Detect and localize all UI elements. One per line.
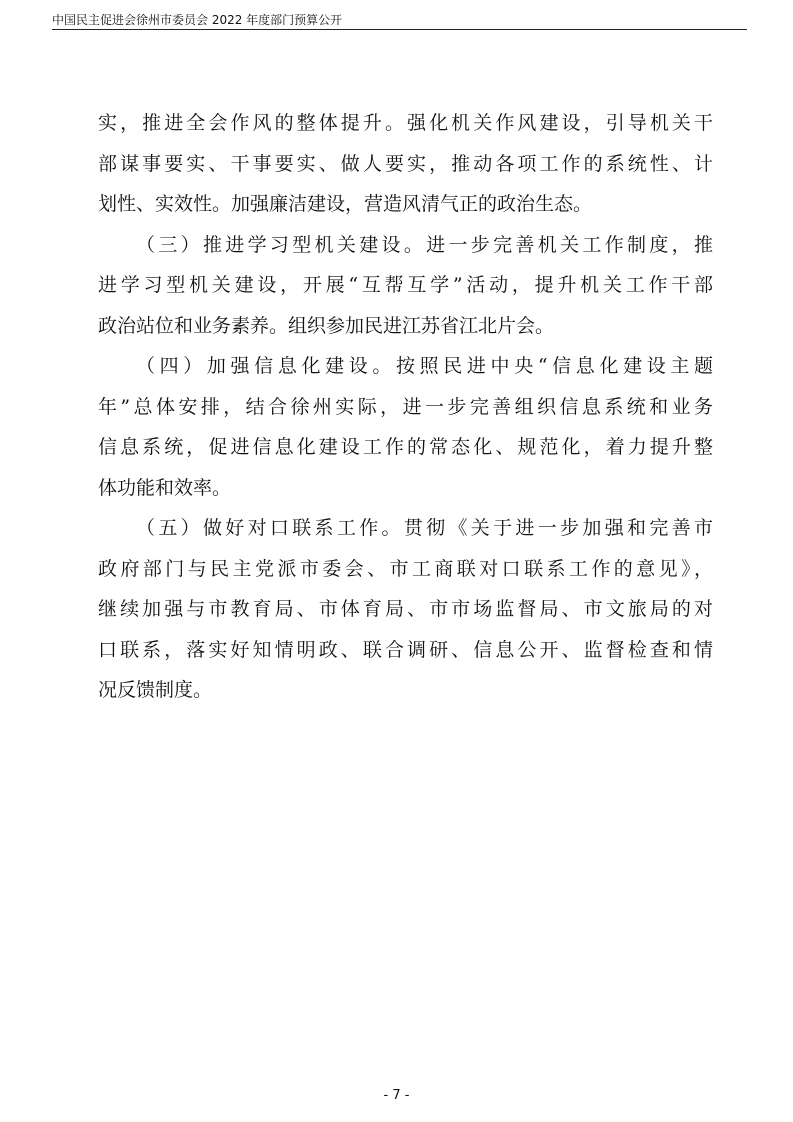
text-line: 年”总体安排，结合徐州实际，进一步完善组织信息系统和业务 bbox=[98, 395, 713, 418]
text-line: 政治站位和业务素养。组织参加民进江苏省江北片会。 bbox=[98, 314, 555, 337]
page-number: - 7 - bbox=[383, 1088, 410, 1103]
text-line: 信息系统，促进信息化建设工作的常态化、规范化，着力提升整 bbox=[98, 436, 713, 458]
text-line: 进学习型机关建设，开展“互帮互学”活动，提升机关工作干部 bbox=[98, 274, 713, 296]
text-line: 政府部门与民主党派市委会、市工商联对口联系工作的意见》， bbox=[98, 557, 713, 580]
paragraph-learning-organization bbox=[98, 225, 713, 347]
text-line: 实，推进全会作风的整体提升。强化机关作风建设，引导机关干 bbox=[98, 112, 713, 134]
paragraph-work-style bbox=[98, 103, 713, 225]
text-line: 况反馈制度。 bbox=[98, 679, 213, 701]
text-line: 体功能和效率。 bbox=[98, 476, 232, 499]
text-line: 口联系，落实好知情明政、联合调研、信息公开、监督检查和情 bbox=[98, 638, 713, 661]
header-divider bbox=[52, 29, 747, 30]
text-line: 继续加强与市教育局、市体育局、市市场监督局、市文旅局的对 bbox=[98, 598, 713, 620]
running-header: 中国民主促进会徐州市委员会 2022 年度部门预算公开 bbox=[52, 13, 343, 27]
document-body bbox=[98, 103, 713, 711]
text-line: （四）加强信息化建设。按照民进中央“信息化建设主题 bbox=[136, 355, 713, 377]
text-line: （五）做好对口联系工作。贯彻《关于进一步加强和完善市 bbox=[136, 517, 713, 539]
paragraph-informatization bbox=[98, 346, 713, 508]
paragraph-liaison-work bbox=[98, 508, 713, 711]
text-line: （三）推进学习型机关建设。进一步完善机关工作制度，推 bbox=[136, 233, 713, 256]
text-line: 划性、实效性。加强廉洁建设，营造风清气正的政治生态。 bbox=[98, 193, 593, 215]
text-line: 部谋事要实、干事要实、做人要实，推动各项工作的系统性、计 bbox=[98, 152, 713, 175]
